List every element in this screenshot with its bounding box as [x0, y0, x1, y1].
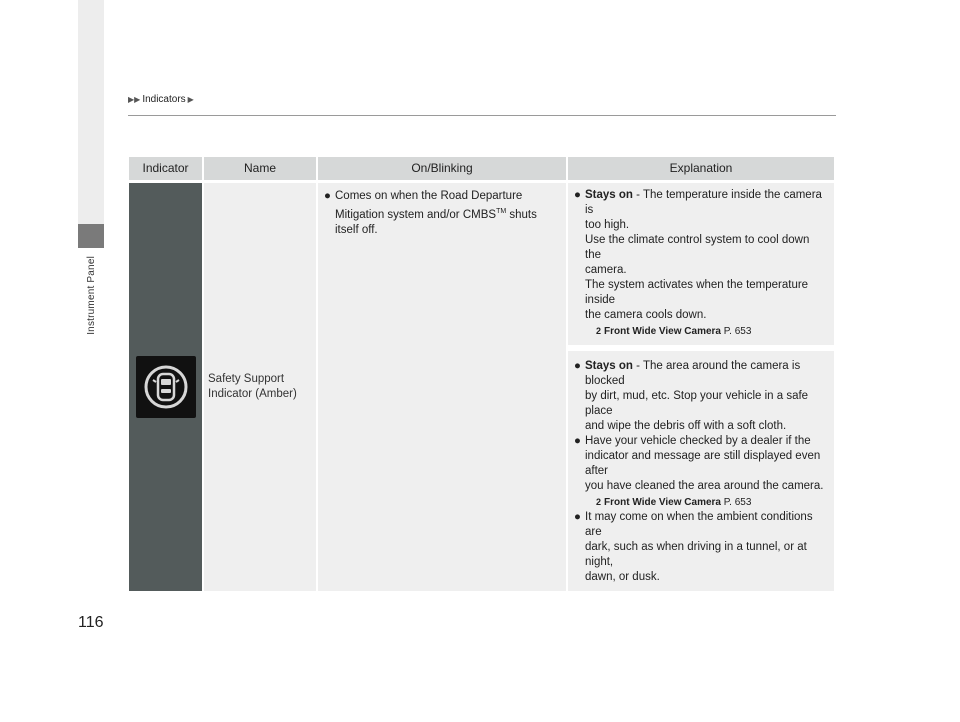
text-line: dark, such as when driving in a tunnel, or at night, — [585, 541, 807, 568]
section-tab — [78, 224, 104, 248]
list-item: ● It may come on when the ambient conditions are dark, such as when driving in a tunnel, or at night, dawn, or dusk. — [574, 511, 813, 583]
list-item: ● Have your vehicle checked by a dealer if the indicator and message are still displayed even after you have cleaned the area around the camera. — [574, 435, 824, 492]
on-blinking-cell — [318, 183, 566, 591]
reference-arrow-icon: 2 — [596, 326, 602, 336]
name-cell — [204, 183, 316, 591]
text-line: It may come on when the ambient conditions are — [585, 511, 813, 538]
text-line: itself off. — [335, 223, 378, 236]
table-row — [129, 183, 834, 345]
list-item: ● Comes on when the Road Departure Mitigation system and/or CMBS™ shuts itself off. — [324, 190, 537, 236]
col-name: Name — [204, 157, 316, 180]
text-line: too high. — [585, 219, 630, 231]
cross-reference-link[interactable] — [574, 495, 828, 510]
list-item: ● Stays on - The area around the camera is blocked by dirt, mud, etc. Stop your vehicle in a safe place and wipe the debris off with a soft cloth. — [574, 360, 809, 432]
breadcrumb — [128, 94, 194, 105]
reference-arrow-icon: 2 — [596, 497, 602, 507]
list-item: ● Stays on - The temperature inside the camera is too high. Use the climate control system to cool down the camera. The system activates when the temperature inside the camera cools down. — [574, 189, 822, 321]
bold-label: Stays on — [585, 189, 633, 201]
col-indicator: Indicator — [129, 157, 202, 180]
text-line: Have your vehicle checked by a dealer if the — [585, 435, 811, 447]
explanation-cell — [568, 351, 834, 591]
trademark: TM — [496, 208, 507, 215]
text-line: the camera cools down. — [585, 309, 707, 321]
text-line: and wipe the debris off with a soft cloth. — [585, 420, 787, 432]
ref-page: P. 653 — [721, 326, 752, 337]
indicator-cell — [129, 183, 202, 591]
camera-system-warning-icon — [136, 356, 196, 418]
text-line: Comes on when the Road Departure — [335, 190, 523, 202]
text-line: by dirt, mud, etc. Stop your vehicle in a safe place — [585, 390, 809, 417]
cross-reference-link[interactable] — [574, 324, 828, 339]
explanation-cell — [568, 183, 834, 345]
text-line: camera. — [585, 264, 627, 276]
header-rule — [128, 115, 836, 116]
ref-title: Front Wide View Camera — [604, 497, 721, 508]
side-bar — [78, 0, 104, 248]
text-line: indicator and message are still displayed even after — [585, 450, 821, 477]
text-line: dawn, or dusk. — [585, 571, 660, 583]
name-line: Safety Support — [208, 373, 285, 385]
triangle-icon: ▶ — [187, 95, 194, 104]
indicator-table — [127, 157, 836, 591]
name-line: Indicator (Amber) — [208, 388, 297, 400]
text-line: you have cleaned the area around the camera. — [585, 480, 824, 492]
triangle-icon: ▶▶ — [128, 95, 141, 104]
text-line: Mitigation system and/or CMBS — [335, 208, 497, 221]
col-on-blinking: On/Blinking — [318, 157, 566, 180]
ref-page: P. 653 — [721, 497, 752, 508]
text-line: Use the climate control system to cool down the — [585, 234, 810, 261]
text-line: - The area around the camera is blocked — [585, 360, 801, 387]
text-line: shuts — [506, 208, 537, 221]
ref-title: Front Wide View Camera — [604, 326, 721, 337]
text-line: The system activates when the temperature inside — [585, 279, 809, 306]
section-label: Instrument Panel — [86, 256, 97, 335]
bold-label: Stays on — [585, 360, 633, 372]
text-line: - The temperature inside the camera is — [585, 189, 822, 216]
col-explanation: Explanation — [568, 157, 834, 180]
breadcrumb-item[interactable]: Indicators — [142, 94, 186, 105]
page-number: 116 — [78, 614, 104, 631]
